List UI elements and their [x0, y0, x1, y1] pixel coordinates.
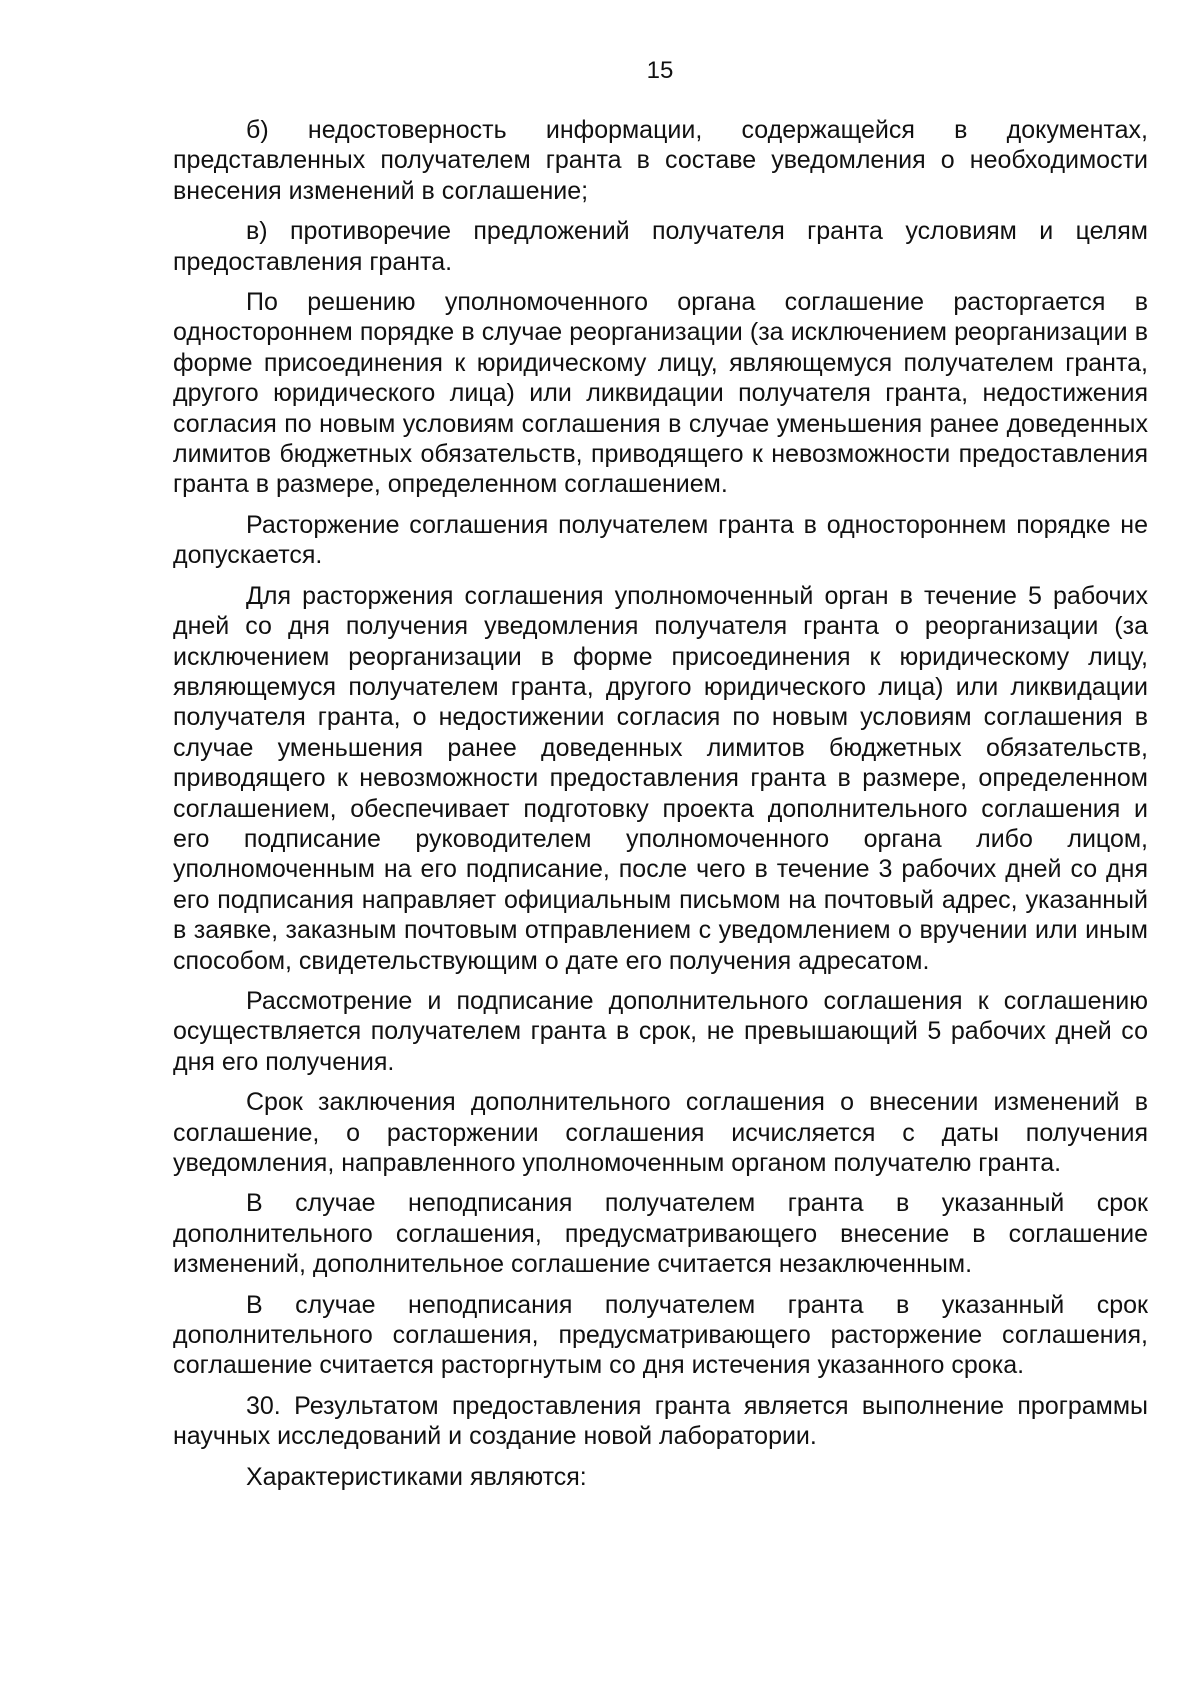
- paragraph-termination-procedure: Для расторжения соглашения уполномоченный орган в течение 5 рабочих дней со дня получения уведомления получателя гранта о реорганизации (за исключением реорганизации в форме присоединения к юридическому лицу, являющемуся получателем гранта, другого юридического лица) или ликвидации получателя гранта, о недостижении согласия по новым условиям соглашения в случае уменьшения ранее доведенных лимитов бюджетных обязательств, приводящего к невозможности предоставления гранта в размере, определенном соглашением, обеспечивает подготовку проекта дополнительного соглашения и его подписание руководителем уполномоченного органа либо лицом, уполномоченным на его подписание, после чего в течение 3 рабочих дней со дня его подписания направляет официальным письмом на почтовый адрес, указанный в заявке, заказным почтовым отправлением с уведомлением о вручении или иным способом, свидетельствующим о дате его получения адресатом.: [173, 581, 1148, 975]
- paragraph-considered-terminated: В случае неподписания получателем гранта в указанный срок дополнительного соглашения, предусматривающего расторжение соглашения, соглашение считается расторгнутым со дня истечения указанного срока.: [173, 1290, 1148, 1380]
- paragraph-unilateral-not-allowed: Расторжение соглашения получателем гранта в одностороннем порядке не допускается.: [173, 510, 1148, 570]
- paragraph-termination-decision: По решению уполномоченного органа соглашение расторгается в одностороннем порядке в случае реорганизации (за исключением реорганизации в форме присоединения к юридическому лицу, являющемуся получателем гранта, другого юридического лица) или ликвидации получателя гранта, недостижения согласия по новым условиям соглашения в случае уменьшения ранее доведенных лимитов бюджетных обязательств, приводящего к невозможности предоставления гранта в размере, определенном соглашением.: [173, 288, 1148, 499]
- paragraph-v: в) противоречие предложений получателя гранта условиям и целям предоставления гранта.: [173, 217, 1148, 276]
- page-number: 15: [646, 57, 674, 84]
- paragraph-review-signing: Рассмотрение и подписание дополнительного соглашения к соглашению осуществляется получателем гранта в срок, не превышающий 5 рабочих дней со дня его получения.: [173, 986, 1148, 1076]
- paragraph-b: б) недостоверность информации, содержащейся в документах, представленных получателем гранта в составе уведомления о необходимости внесения изменений в соглашение;: [173, 116, 1148, 205]
- paragraph-30-result: 30. Результатом предоставления гранта является выполнение программы научных исследований и создание новой лаборатории.: [173, 1391, 1148, 1451]
- paragraph-not-concluded: В случае неподписания получателем гранта в указанный срок дополнительного соглашения, предусматривающего внесение в соглашение изменений, дополнительное соглашение считается незаключенным.: [173, 1189, 1148, 1279]
- paragraph-characteristics: Характеристиками являются:: [246, 1462, 587, 1491]
- document-body: [173, 115, 1148, 1502]
- paragraph-term-calculation: Срок заключения дополнительного соглашения о внесении изменений в соглашение, о расторжении соглашения исчисляется с даты получения уведомления, направленного уполномоченным органом получателю гранта.: [173, 1088, 1148, 1177]
